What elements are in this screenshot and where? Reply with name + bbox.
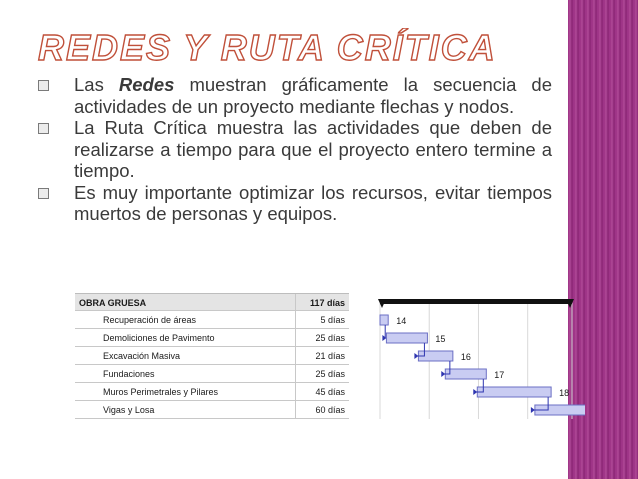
gantt-task-id-label: 18 xyxy=(559,388,570,398)
gantt-task-bar xyxy=(380,315,388,325)
bullet-item xyxy=(36,182,552,225)
bullet-square-icon xyxy=(38,123,49,134)
bullet-text: La Ruta Crítica muestra las actividades que deben de realizarse a tiempo para que el proyecto entero termine a tiempo. xyxy=(74,117,552,181)
bullet-item xyxy=(36,74,552,117)
gantt-task-id-label: 14 xyxy=(396,316,407,326)
gantt-summary-row xyxy=(75,293,349,311)
gantt-dependency-arrowhead xyxy=(441,371,445,377)
bullet-item xyxy=(36,117,552,182)
gantt-dependency-arrowhead xyxy=(531,407,535,413)
bullet-square-icon xyxy=(38,188,49,199)
gantt-task-row xyxy=(75,401,349,419)
task-name: Demoliciones de Pavimento xyxy=(103,333,215,343)
task-duration: 60 días xyxy=(315,405,345,415)
gantt-summary-bar xyxy=(380,299,572,304)
bullet-text: Es muy importante optimizar los recursos, evitar tiempos muertos de personas y equipos. xyxy=(74,181,552,224)
task-name: Vigas y Losa xyxy=(103,405,155,415)
summary-task-duration: 117 días xyxy=(309,298,345,308)
gantt-task-bar xyxy=(477,387,551,397)
task-duration: 21 días xyxy=(315,351,345,361)
task-duration: 5 días xyxy=(320,315,345,325)
gantt-task-row xyxy=(75,329,349,347)
gantt-dependency-arrowhead xyxy=(414,353,418,359)
gantt-task-id-label: 16 xyxy=(460,352,471,362)
bullet-text-prefix: Las xyxy=(74,74,119,95)
gantt-chart-svg xyxy=(370,291,585,421)
task-name: Fundaciones xyxy=(103,369,155,379)
gantt-chart xyxy=(370,291,585,421)
gantt-dependency-arrowhead xyxy=(382,335,386,341)
task-duration: 45 días xyxy=(315,387,345,397)
slide-title-graphic xyxy=(36,28,556,68)
slide-title xyxy=(36,28,556,68)
bullet-square-icon xyxy=(38,80,49,91)
task-name: Muros Perimetrales y Pilares xyxy=(103,387,219,397)
gantt-task-id-label: 17 xyxy=(494,370,505,380)
bullet-text-rest: muestran gráficamente la secuencia de actividades de un proyecto mediante flechas y nodos. xyxy=(74,74,553,117)
gantt-task-row xyxy=(75,347,349,365)
gantt-task-id-label: 15 xyxy=(435,334,446,344)
summary-task-name: OBRA GRUESA xyxy=(79,298,147,308)
gantt-task-table xyxy=(75,293,349,419)
task-name: Excavación Masiva xyxy=(103,351,181,361)
gantt-dependency-arrowhead xyxy=(473,389,477,395)
gantt-task-bar xyxy=(386,333,427,343)
gantt-task-row xyxy=(75,383,349,401)
gantt-task-row xyxy=(75,311,349,329)
bullet-list xyxy=(36,74,552,225)
slide-title-text: REDES Y RUTA CRÍTICA xyxy=(38,28,497,68)
task-duration: 25 días xyxy=(315,369,345,379)
task-duration: 25 días xyxy=(315,333,345,343)
gantt-task-bar xyxy=(445,369,486,379)
task-name: Recuperación de áreas xyxy=(103,315,197,325)
bullet-text-emphasis: Redes xyxy=(118,74,175,95)
gantt-task-row xyxy=(75,365,349,383)
